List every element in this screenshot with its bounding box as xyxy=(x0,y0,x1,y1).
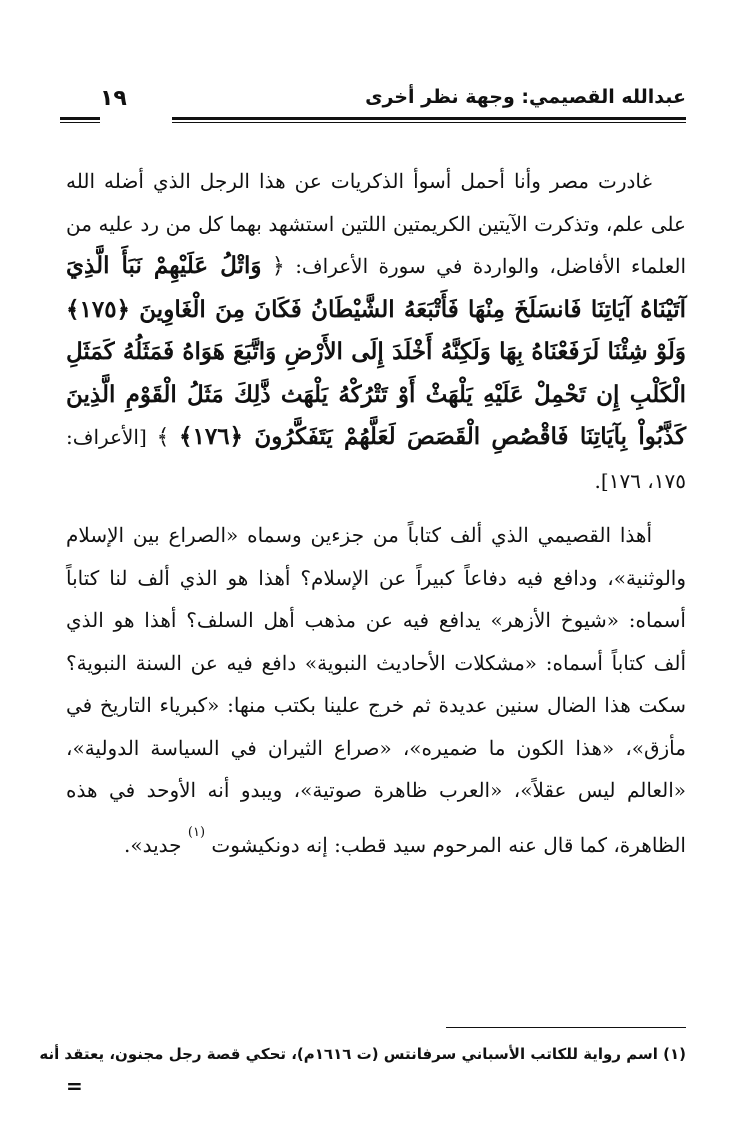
header-rule-short xyxy=(60,117,100,123)
footnote-divider xyxy=(446,1027,686,1028)
page-header xyxy=(60,86,686,126)
footnote: (١) اسم رواية للكاتب الأسباني سرفانتس (ت ١٦١٦م)، تحكي قصة رجل مجنون، يعتقد أنه xyxy=(39,1045,686,1063)
page-number: ١٩ xyxy=(100,86,127,111)
main-text xyxy=(66,160,686,866)
paragraph-1 xyxy=(66,160,686,502)
continuation-mark: = xyxy=(66,1074,83,1098)
quran-open-bracket: ﴿ xyxy=(271,254,285,279)
paragraph-1-intro: غادرت مصر وأنا أحمل أسوأ الذكريات عن هذا الرجل الذي أضله الله على علم، وتذكرت الآيتين الكريمتين اللتين استشهد بهما كل من رد عليه من العلماء الأفاضل، والواردة في سورة الأعراف: xyxy=(66,169,687,278)
quran-verses: وَاتْلُ عَلَيْهِمْ نَبَأَ الَّذِيَ آتَيْنَاهُ آيَاتِنَا فَانسَلَخَ مِنْهَا فَأَتْبَعَهُ الشَّيْطَانُ فَكَانَ مِنَ الْغَاوِينَ ﴿١٧٥﴾ وَلَوْ شِئْنَا لَرَفَعْنَاهُ بِهَا وَلَكِنَّهُ أَخْلَدَ إِلَى الأَرْضِ وَاتَّبَعَ هَوَاهُ فَمَثَلُهُ كَمَثَلِ الْكَلْبِ إِن تَحْمِلْ عَلَيْهِ يَلْهَثْ أَوْ تَتْرُكْهُ يَلْهَث ذَّلِكَ مَثَلُ الْقَوْمِ الَّذِينَ كَذَّبُواْ بِآيَاتِنَا فَاقْصُصِ الْقَصَصَ لَعَلَّهُمْ يَتَفَكَّرُونَ ﴿١٧٦﴾ xyxy=(66,252,687,450)
verse-citation: [الأعراف: ١٧٥، ١٧٦]. xyxy=(66,425,686,493)
header-rule xyxy=(172,117,686,123)
paragraph-2 xyxy=(66,514,686,866)
footnote-reference[interactable]: (١) xyxy=(187,824,206,840)
paragraph-2-ending: جديد». xyxy=(124,832,182,857)
quran-close-bracket: ﴾ xyxy=(156,425,170,450)
book-title: عبدالله القصيمي: وجهة نظر أخرى xyxy=(365,86,686,108)
paragraph-2-text: أهذا القصيمي الذي ألف كتاباً من جزءين وسماه «الصراع بين الإسلام والوثنية»، ودافع فيه دفاعاً كبيراً عن الإسلام؟ أهذا هو الذي ألف لنا كتاباً أسماه: «شيوخ الأزهر» يدافع فيه عن مذهب أهل السلف؟ أهذا هو الذي ألف كتاباً أسماه: «مشكلات الأحاديث النبوية» دافع فيه عن السنة النبوية؟ سكت هذا الضال سنين عديدة ثم خرج علينا بكتب منها: «كبرياء التاريخ في مأزق»، «هذا الكون ما ضميره»، «صراع الثيران في السياسة الدولية»، «العالم ليس عقلاً»، «العرب ظاهرة صوتية»، ويبدو أنه الأوحد في هذه الظاهرة، كما قال عنه المرحوم سيد قطب: إنه دونكيشوت xyxy=(66,523,686,857)
